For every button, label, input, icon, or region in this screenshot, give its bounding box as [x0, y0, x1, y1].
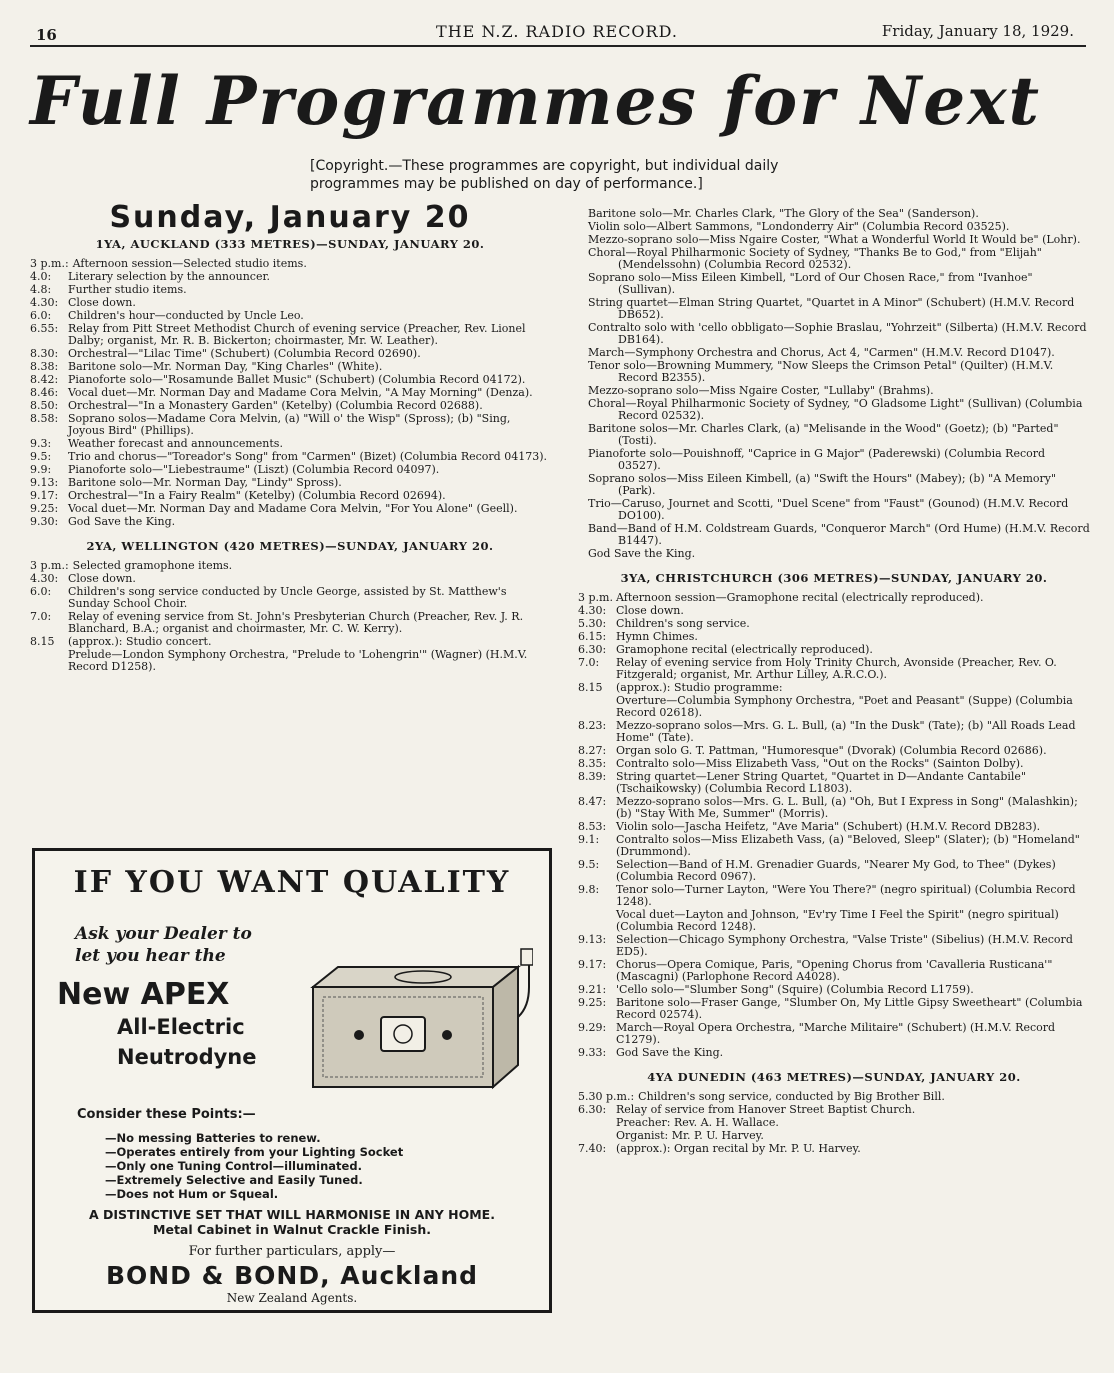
programme-time: 8.38: — [30, 360, 59, 373]
programme-item — [30, 361, 550, 373]
programme-item — [30, 271, 550, 283]
programme-description: Children's song service, conducted by Big Brother Bill. — [638, 1090, 945, 1103]
programme-item — [30, 400, 550, 412]
ad-brand-name: New APEX — [57, 977, 230, 1012]
programme-time: 8.58: — [30, 412, 59, 425]
programme-description: Selection—Band of H.M. Grenadier Guards, "Nearer My God, to Thee" (Dykes) (Columbia Record 0967). — [616, 858, 1056, 883]
programme-description: Pianoforte solo—"Liebestraume" (Liszt) (Columbia Record 04097). — [68, 463, 440, 476]
programme-description: Soprano solos—Madame Cora Melvin, (a) "Will o' the Wisp" (Spross); (b) "Sing, Joyous Bird" (Phillips). — [68, 412, 511, 437]
programme-time: 6.55: — [30, 322, 59, 335]
programme-description: Literary selection by the announcer. — [68, 270, 271, 283]
programme-time: 9.33: — [578, 1046, 607, 1059]
programme-description: Preacher: Rev. A. H. Wallace. — [616, 1116, 779, 1129]
programme-item — [578, 1104, 1090, 1116]
programme-item — [30, 413, 550, 437]
programme-description: Hymn Chimes. — [616, 630, 698, 643]
programme-time: 9.13: — [578, 933, 607, 946]
programme-item: March—Symphony Orchestra and Chorus, Act 4, "Carmen" (H.M.V. Record D1047). — [588, 346, 1055, 359]
programme-time: 9.5: — [578, 858, 600, 871]
programme-item — [578, 884, 1090, 908]
page-number: 16 — [36, 26, 57, 44]
ad-feature: —Operates entirely from your Lighting Socket — [105, 1145, 404, 1159]
programme-item — [578, 631, 1090, 643]
programme-item — [30, 323, 550, 347]
programme-item: Mezzo-soprano solo—Miss Ngaire Coster, "Lullaby" (Brahms). — [588, 384, 934, 397]
programme-time — [578, 1117, 616, 1129]
programme-item — [30, 310, 550, 322]
programme-item — [578, 682, 1090, 694]
programme-description: 'Cello solo—"Slumber Song" (Squire) (Columbia Record L1759). — [616, 983, 974, 996]
programme-description: Tenor solo—Turner Layton, "Were You There?" (negro spiritual) (Columbia Record 1248). — [616, 883, 1076, 908]
ad-feature: —No messing Batteries to renew. — [105, 1131, 321, 1145]
programme-time: 9.17: — [30, 489, 59, 502]
station-heading-3ya: 3YA, CHRISTCHURCH (306 METRES)—SUNDAY, JANUARY 20. — [620, 571, 1048, 585]
programme-description: Afternoon session—Gramophone recital (electrically reproduced). — [616, 591, 984, 604]
programme-time: 6.15: — [578, 630, 607, 643]
ad-distinctive-line-1: A DISTINCTIVE SET THAT WILL HARMONISE IN ANY HOME. — [89, 1207, 495, 1222]
programme-description: Orchestral—"Lilac Time" (Schubert) (Columbia Record 02690). — [68, 347, 421, 360]
programme-time: 5.30: — [578, 617, 607, 630]
programme-time: 9.8: — [578, 883, 600, 896]
programme-item — [30, 284, 550, 296]
programme-description: Pianoforte solo—"Rosamunde Ballet Music" (Schubert) (Columbia Record 04172). — [68, 373, 526, 386]
programme-list-4ya — [578, 1091, 1090, 1155]
programme-item: Band—Band of H.M. Coldstream Guards, "Conqueror March" (Ord Hume) (H.M.V. Record B1447). — [588, 522, 1090, 547]
programme-description: (approx.): Organ recital by Mr. P. U. Harvey. — [616, 1142, 861, 1155]
programme-item — [578, 592, 1090, 604]
programme-time: 8.46: — [30, 386, 59, 399]
programme-item — [578, 997, 1090, 1021]
programme-item — [578, 834, 1090, 858]
programme-description: (approx.): Studio concert. — [68, 635, 212, 648]
programme-item: Pianoforte solo—Pouishnoff, "Caprice in G Major" (Paderewski) (Columbia Record 03527). — [588, 447, 1046, 472]
programme-description: God Save the King. — [616, 1046, 724, 1059]
programme-item — [578, 796, 1090, 820]
programme-item — [30, 586, 550, 610]
programme-item — [578, 859, 1090, 883]
programme-time: 9.3: — [30, 437, 52, 450]
programme-description: Relay of evening service from St. John's Presbyterian Church (Preacher, Rev. J. R. Blanchard, B.A.; organist and choirmaster, Mr. C. W. Kerry). — [68, 610, 524, 635]
programme-item — [578, 934, 1090, 958]
programme-item — [578, 657, 1090, 681]
programme-time — [30, 649, 68, 673]
ad-distinctive-text — [35, 1207, 549, 1237]
programme-time: 9.17: — [578, 958, 607, 971]
programme-time: 4.0: — [30, 270, 52, 283]
programme-item: Soprano solo—Miss Eileen Kimbell, "Lord of Our Chosen Race," from "Ivanhoe" (Sullivan). — [588, 271, 1033, 296]
programme-item — [578, 745, 1090, 757]
programme-item — [30, 611, 550, 635]
programme-item — [578, 959, 1090, 983]
programme-description: March—Royal Opera Orchestra, "Marche Militaire" (Schubert) (H.M.V. Record C1279). — [616, 1021, 1056, 1046]
programme-time: 8.30: — [30, 347, 59, 360]
programme-description: Children's song service. — [616, 617, 750, 630]
programme-description: Mezzo-soprano solos—Mrs. G. L. Bull, (a) "Oh, But I Express in Song" (Malashkin); (b) "Stay With Me, Summer" (Morris). — [616, 795, 1078, 820]
programme-item — [578, 644, 1090, 656]
programme-time: 6.30: — [578, 1103, 607, 1116]
programme-time: 9.25: — [578, 996, 607, 1009]
programme-time — [578, 909, 616, 933]
programme-description: Baritone solo—Mr. Norman Day, "King Charles" (White). — [68, 360, 383, 373]
programme-description: Close down. — [68, 296, 136, 309]
programme-time: 8.27: — [578, 744, 607, 757]
programme-time: 4.30: — [30, 572, 59, 585]
programme-description: Mezzo-soprano solos—Mrs. G. L. Bull, (a) "In the Dusk" (Tate); (b) "All Roads Lead Home" (Tate). — [616, 719, 1076, 744]
programme-item: Mezzo-soprano solo—Miss Ngaire Coster, "What a Wonderful World It Would be" (Lohr). — [588, 233, 1081, 246]
programme-description: Children's hour—conducted by Uncle Leo. — [68, 309, 304, 322]
right-column — [578, 208, 1090, 1156]
programme-list-1ya — [30, 258, 550, 528]
programme-time: 3 p.m.: — [30, 559, 69, 572]
programme-time: 9.25: — [30, 502, 59, 515]
programme-description: Selected gramophone items. — [72, 559, 233, 572]
ad-feature: —Extremely Selective and Easily Tuned. — [105, 1173, 363, 1187]
programme-item — [30, 636, 550, 648]
issue-date: Friday, January 18, 1929. — [881, 22, 1074, 40]
newspaper-name: THE N.Z. RADIO RECORD. — [436, 22, 678, 41]
programme-description: Vocal duet—Mr. Norman Day and Madame Cora Melvin, "For You Alone" (Geell). — [68, 502, 518, 515]
ad-company-name: BOND & BOND, Auckland — [105, 1261, 479, 1290]
radio-set-illustration — [293, 947, 533, 1107]
ad-brand-line-3: Neutrodyne — [117, 1045, 257, 1069]
programme-item — [30, 387, 550, 399]
programme-description: Organ solo G. T. Pattman, "Humoresque" (Dvorak) (Columbia Record 02686). — [616, 744, 1047, 757]
programme-time: 7.0: — [30, 610, 52, 623]
programme-item — [578, 695, 1090, 719]
programme-description: Vocal duet—Mr. Norman Day and Madame Cora Melvin, "A May Morning" (Denza). — [68, 386, 533, 399]
ad-ask-line-2: let you hear the — [75, 946, 226, 966]
programme-item — [578, 1022, 1090, 1046]
programme-item — [578, 1047, 1090, 1059]
programme-description: Relay of service from Hanover Street Baptist Church. — [616, 1103, 916, 1116]
programme-time: 8.42: — [30, 373, 59, 386]
programme-description: Close down. — [616, 604, 684, 617]
ad-agents: New Zealand Agents. — [226, 1291, 358, 1305]
programme-time: 8.53: — [578, 820, 607, 833]
programme-time: 9.9: — [30, 463, 52, 476]
programme-description: Further studio items. — [68, 283, 187, 296]
programme-time: 9.1: — [578, 833, 600, 846]
programme-time: 8.47: — [578, 795, 607, 808]
programme-time: 4.30: — [30, 296, 59, 309]
programme-time: 9.30: — [30, 515, 59, 528]
programme-item — [578, 1130, 1090, 1142]
programme-time: 3 p.m.: — [30, 257, 69, 270]
ad-consider-points: Consider these Points:— — [77, 1107, 256, 1122]
programme-time: 4.30: — [578, 604, 607, 617]
programme-list-2ya — [30, 560, 550, 673]
programme-time: 6.0: — [30, 309, 52, 322]
programme-item — [30, 516, 550, 528]
header-rule — [30, 45, 1086, 47]
ad-brand-line-2: All-Electric — [117, 1015, 245, 1039]
programme-list-2ya-continued — [578, 208, 1090, 560]
ad-feature-list — [105, 1131, 403, 1201]
programme-description: Trio and chorus—"Toreador's Song" from "Carmen" (Bizet) (Columbia Record 04173). — [68, 450, 547, 463]
ad-ask-line-1: Ask your Dealer to — [75, 924, 252, 944]
left-column — [30, 200, 550, 674]
programme-item: Baritone solo—Mr. Charles Clark, "The Glory of the Sea" (Sanderson). — [588, 207, 979, 220]
programme-description: Afternoon session—Selected studio items. — [72, 257, 307, 270]
programme-description: Orchestral—"In a Fairy Realm" (Ketelby) (Columbia Record 02694). — [68, 489, 446, 502]
programme-description: Prelude—London Symphony Orchestra, "Prelude to 'Lohengrin'" (Wagner) (H.M.V. Record D1258). — [68, 648, 528, 673]
programme-item — [578, 1117, 1090, 1129]
day-title: Sunday, January 20 — [109, 200, 471, 235]
programme-item — [578, 720, 1090, 744]
programme-time: 8.23: — [578, 719, 607, 732]
ad-feature: —Does not Hum or Squeal. — [105, 1187, 279, 1201]
programme-item: Tenor solo—Browning Mummery, "Now Sleeps the Crimson Petal" (Quilter) (H.M.V. Record B2355). — [588, 359, 1054, 384]
programme-description: Contralto solos—Miss Elizabeth Vass, (a) "Beloved, Sleep" (Slater); (b) "Homeland" (Drummond). — [616, 833, 1080, 858]
programme-description: Selection—Chicago Symphony Orchestra, "Valse Triste" (Sibelius) (H.M.V. Record ED5). — [616, 933, 1073, 958]
programme-item — [578, 618, 1090, 630]
programme-description: Relay of evening service from Holy Trinity Church, Avonside (Preacher, Rev. O. Fitzgerald; organist, Mr. Arthur Lilley, A.R.C.O.). — [616, 656, 1057, 681]
programme-time — [578, 1130, 616, 1142]
programme-time: 9.29: — [578, 1021, 607, 1034]
page-headline: Full Programmes for Next — [30, 62, 1042, 140]
ad-further-particulars: For further particulars, apply— — [188, 1244, 396, 1259]
programme-item — [578, 1143, 1090, 1155]
programme-time: 8.15 — [30, 635, 55, 648]
programme-item — [30, 464, 550, 476]
programme-description: Contralto solo—Miss Elizabeth Vass, "Out on the Rocks" (Sainton Dolby). — [616, 757, 1024, 770]
station-heading-2ya: 2YA, WELLINGTON (420 METRES)—SUNDAY, JANUARY 20. — [86, 539, 494, 553]
ad-distinctive-line-2: Metal Cabinet in Walnut Crackle Finish. — [153, 1222, 431, 1237]
ad-headline: IF YOU WANT QUALITY — [73, 865, 511, 900]
programme-time: 9.13: — [30, 476, 59, 489]
programme-description: Weather forecast and announcements. — [68, 437, 283, 450]
programme-item — [578, 909, 1090, 933]
programme-item: Baritone solos—Mr. Charles Clark, (a) "Melisande in the Wood" (Goetz); (b) "Parted" (Tosti). — [588, 422, 1059, 447]
programme-description: Organist: Mr. P. U. Harvey. — [616, 1129, 764, 1142]
programme-item — [578, 605, 1090, 617]
programme-item: Soprano solos—Miss Eileen Kimbell, (a) "Swift the Hours" (Mabey); (b) "A Memory" (Park). — [588, 472, 1057, 497]
programme-item: Trio—Caruso, Journet and Scotti, "Duel Scene" from "Faust" (Gounod) (H.M.V. Record DO100). — [588, 497, 1069, 522]
programme-description: Baritone solo—Fraser Gange, "Slumber On, My Little Gipsy Sweetheart" (Columbia Record 02574). — [616, 996, 1083, 1021]
programme-item — [578, 1091, 1090, 1103]
programme-time: 8.50: — [30, 399, 59, 412]
programme-item — [30, 297, 550, 309]
programme-item — [578, 758, 1090, 770]
programme-time: 4.8: — [30, 283, 52, 296]
programme-item: String quartet—Elman String Quartet, "Quartet in A Minor" (Schubert) (H.M.V. Record DB652). — [588, 296, 1075, 321]
programme-item — [30, 560, 550, 572]
station-heading-1ya: 1YA, AUCKLAND (333 METRES)—SUNDAY, JANUARY 20. — [95, 237, 485, 251]
programme-description: Violin solo—Jascha Heifetz, "Ave Maria" (Schubert) (H.M.V. Record DB283). — [616, 820, 1041, 833]
programme-item — [578, 984, 1090, 996]
programme-time: 9.5: — [30, 450, 52, 463]
programme-description: Overture—Columbia Symphony Orchestra, "Poet and Peasant" (Suppe) (Columbia Record 02618). — [616, 694, 1073, 719]
programme-item — [30, 503, 550, 515]
programme-item — [30, 490, 550, 502]
programme-time: 7.40: — [578, 1142, 607, 1155]
programme-item — [578, 821, 1090, 833]
programme-description: Chorus—Opera Comique, Paris, "Opening Chorus from 'Cavalleria Rusticana'" (Mascagni) (Parlophone Record A4028). — [616, 958, 1053, 983]
programme-item: Violin solo—Albert Sammons, "Londonderry Air" (Columbia Record 03525). — [588, 220, 1010, 233]
programme-description: Gramophone recital (electrically reproduced). — [616, 643, 873, 656]
programme-description: Children's song service conducted by Uncle George, assisted by St. Matthew's Sunday School Choir. — [68, 585, 507, 610]
programme-time — [578, 695, 616, 719]
copyright-notice: [Copyright.—These programmes are copyright, but individual daily programmes may be published on day of performance.] — [310, 158, 779, 192]
programme-time: 9.21: — [578, 983, 607, 996]
programme-item: Choral—Royal Philharmonic Society of Sydney, "O Gladsome Light" (Sullivan) (Columbia Record 02532). — [588, 397, 1083, 422]
programme-time: 3 p.m. — [578, 591, 613, 604]
page-header — [0, 0, 1114, 50]
programme-item — [30, 438, 550, 450]
programme-item — [30, 348, 550, 360]
programme-time: 8.15 — [578, 681, 603, 694]
programme-time: 6.30: — [578, 643, 607, 656]
ad-brand — [57, 977, 257, 1072]
programme-item — [30, 374, 550, 386]
programme-description: (approx.): Studio programme: — [616, 681, 783, 694]
programme-time: 7.0: — [578, 656, 600, 669]
programme-list-3ya — [578, 592, 1090, 1059]
programme-description: Vocal duet—Layton and Johnson, "Ev'ry Time I Feel the Spirit" (negro spiritual) (Columbia Record 1248). — [616, 908, 1059, 933]
programme-description: Baritone solo—Mr. Norman Day, "Lindy" Spross). — [68, 476, 342, 489]
programme-description: Orchestral—"In a Monastery Garden" (Ketelby) (Columbia Record 02688). — [68, 399, 483, 412]
programme-item: Choral—Royal Philharmonic Society of Sydney, "Thanks Be to God," from "Elijah" (Mendelssohn) (Columbia Record 02532). — [588, 246, 1042, 271]
ad-feature: —Only one Tuning Control—illuminated. — [105, 1159, 362, 1173]
ad-ask-dealer — [75, 923, 252, 967]
programme-time: 5.30 p.m.: — [578, 1090, 635, 1103]
programme-description: Relay from Pitt Street Methodist Church of evening service (Preacher, Rev. Lionel Dalby; organist, Mr. R. B. Bickerton; choirmaster, Mr. W. Leather). — [68, 322, 526, 347]
programme-time: 8.39: — [578, 770, 607, 783]
programme-description: Close down. — [68, 572, 136, 585]
station-heading-4ya: 4YA DUNEDIN (463 METRES)—SUNDAY, JANUARY 20. — [647, 1070, 1021, 1084]
programme-description: God Save the King. — [68, 515, 176, 528]
programme-description: String quartet—Lener String Quartet, "Quartet in D—Andante Cantabile" (Tschaikowsky) (Columbia Record L1803). — [616, 770, 1026, 795]
programme-item — [30, 451, 550, 463]
programme-item — [578, 771, 1090, 795]
programme-item: Contralto solo with 'cello obbligato—Sophie Braslau, "Yohrzeit" (Silberta) (H.M.V. Record DB164). — [588, 321, 1087, 346]
programme-item — [30, 573, 550, 585]
programme-time: 6.0: — [30, 585, 52, 598]
programme-item: God Save the King. — [588, 547, 696, 560]
programme-item — [30, 477, 550, 489]
apex-advertisement — [32, 848, 552, 1313]
programme-item — [30, 649, 550, 673]
programme-time: 8.35: — [578, 757, 607, 770]
programme-item — [30, 258, 550, 270]
